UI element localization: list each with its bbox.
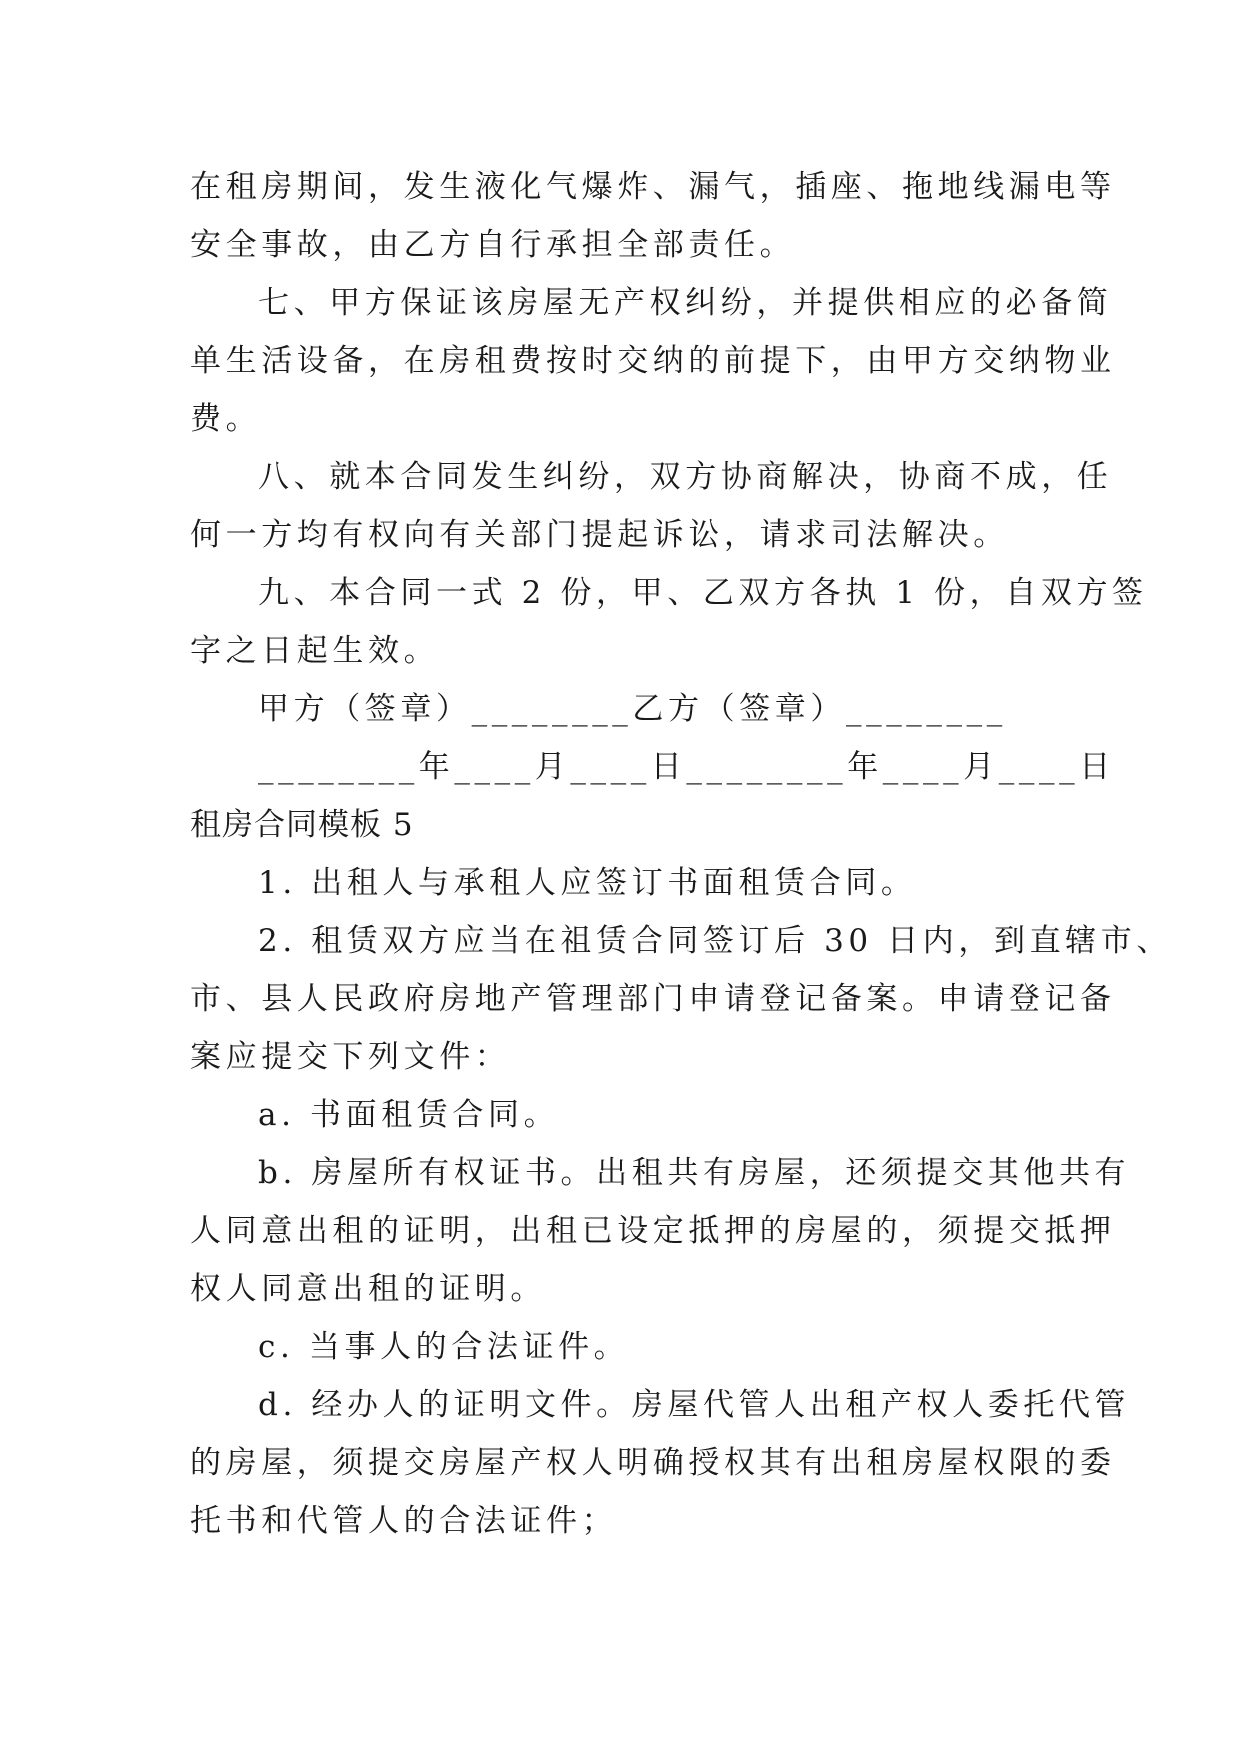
item-2-paragraph: 2. 租赁双方应当在祖赁合同签订后 30 日内，到直辖市、	[258, 923, 1172, 959]
clause-9-paragraph: 九、本合同一式 2 份，甲、乙双方各执 1 份，自双方签	[258, 575, 1148, 611]
body-text-line: 案应提交下列文件：	[190, 1039, 511, 1075]
body-text-line: 费。	[190, 401, 262, 437]
item-a-paragraph: a. 书面租赁合同。	[258, 1097, 560, 1133]
item-c-paragraph: c. 当事人的合法证件。	[258, 1329, 630, 1365]
body-text-line: 在租房期间，发生液化气爆炸、漏气，插座、拖地线漏电等	[190, 169, 1116, 205]
item-1-paragraph: 1. 出租人与承租人应签订书面租赁合同。	[258, 865, 917, 901]
body-text-line: 托书和代管人的合法证件；	[190, 1503, 618, 1539]
body-text-line: 单生活设备，在房租费按时交纳的前提下，由甲方交纳物业	[190, 343, 1116, 379]
item-b-paragraph: b. 房屋所有权证书。出租共有房屋，还须提交其他共有	[258, 1155, 1131, 1191]
body-text-line: 何一方均有权向有关部门提起诉讼，请求司法解决。	[190, 517, 1009, 553]
item-d-paragraph: d. 经办人的证明文件。房屋代管人出租产权人委托代管	[258, 1387, 1131, 1423]
body-text-line: 市、县人民政府房地产管理部门申请登记备案。申请登记备	[190, 981, 1116, 1017]
body-text-line: 的房屋，须提交房屋产权人明确授权其有出租房屋权限的委	[190, 1445, 1116, 1481]
date-line: ________年____月____日________年____月____日	[258, 749, 1115, 785]
body-text-line: 字之日起生效。	[190, 633, 440, 669]
body-text-line: 人同意出租的证明，出租已设定抵押的房屋的，须提交抵押	[190, 1213, 1116, 1249]
clause-8-paragraph: 八、就本合同发生纠纷，双方协商解决，协商不成，任	[258, 459, 1113, 495]
clause-7-paragraph: 七、甲方保证该房屋无产权纠纷，并提供相应的必备简	[258, 285, 1113, 321]
signature-line: 甲方（签章）________乙方（签章）________	[258, 691, 1007, 727]
body-text-line: 权人同意出租的证明。	[190, 1271, 546, 1307]
body-text-line: 安全事故，由乙方自行承担全部责任。	[190, 227, 796, 263]
document-page	[190, 158, 1172, 1550]
section-heading: 租房合同模板 5	[190, 807, 414, 843]
